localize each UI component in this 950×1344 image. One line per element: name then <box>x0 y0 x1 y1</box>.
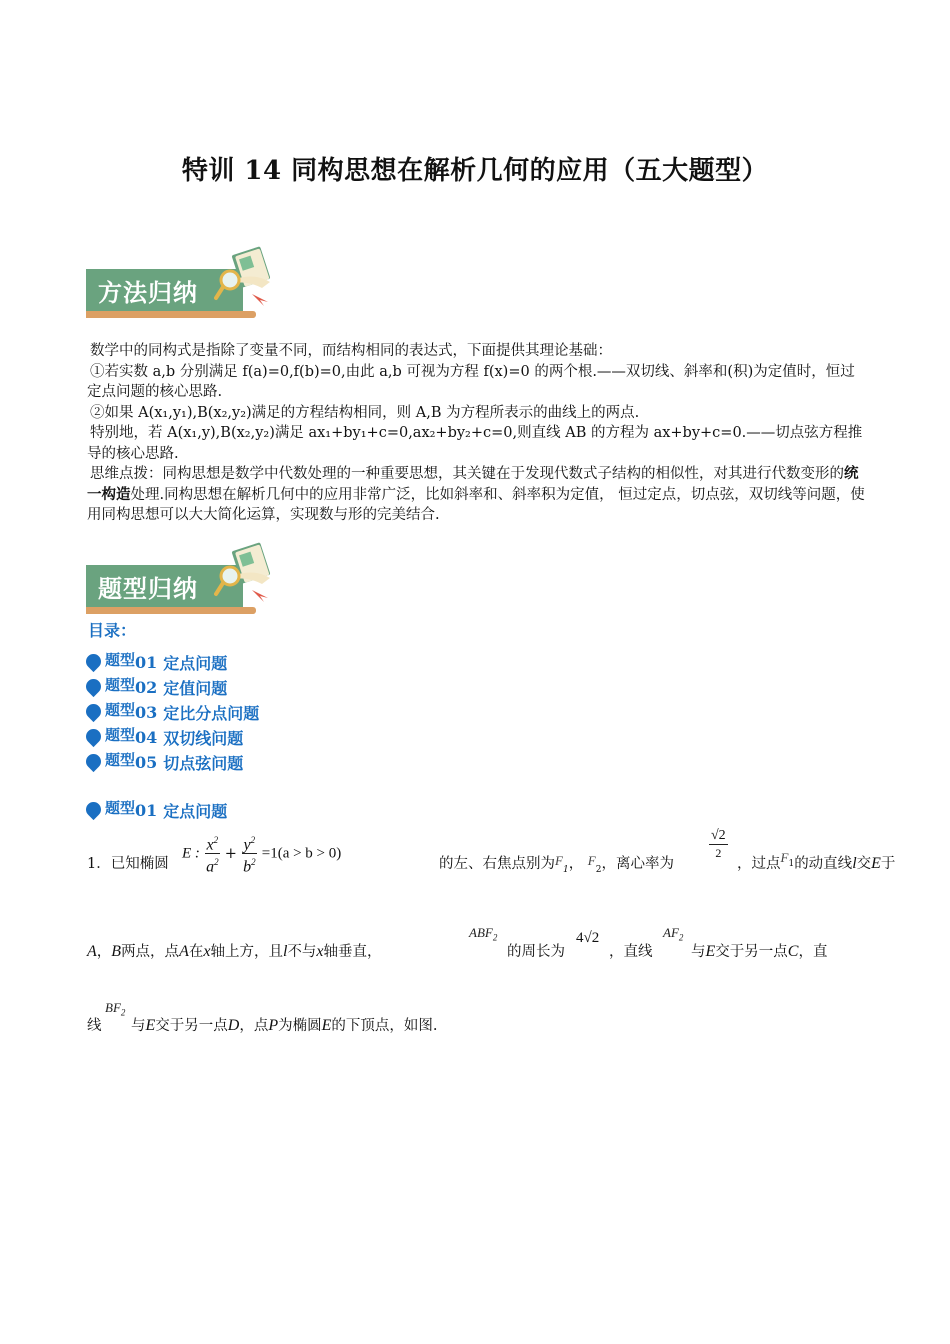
line-label: ，直线 <box>609 944 653 960</box>
ellipse-equation <box>182 832 341 876</box>
question-1-text-e: 与E交于另一点D，点P为椭圆E的下顶点，如图. <box>131 1017 438 1034</box>
toc-prefix: 题型 <box>105 751 136 769</box>
section-prefix: 题型 <box>105 799 136 817</box>
intro-paragraph: 数学中的同构式是指除了变量不同，而结构相同的表达式，下面提供其理论基础： <box>90 343 612 359</box>
toc-number: 04 <box>135 728 158 747</box>
question-1-text-d: 与E交于另一点C，直 <box>691 943 828 960</box>
toc-item-04[interactable] <box>86 725 259 750</box>
question-1-line-1 <box>87 826 896 876</box>
ellipse-condition: =1(a > b > 0) <box>261 845 342 862</box>
line-bf2: $BF_2$ <box>105 1000 126 1018</box>
toc-name: 双切线问题 <box>163 729 244 748</box>
toc-item-01[interactable] <box>86 650 259 675</box>
toc-prefix: 题型 <box>105 651 136 669</box>
toc-item-02[interactable] <box>86 675 259 700</box>
method-summary-banner <box>86 242 286 322</box>
perimeter-value: 4√2 <box>576 930 600 946</box>
method-text <box>87 341 865 526</box>
toc-title: 目录： <box>88 621 137 640</box>
line-af2: $AF_2$ <box>663 925 684 943</box>
banner-label: 题型归纳 <box>98 575 198 603</box>
question-1-line-3 <box>87 1000 867 1040</box>
toc-number: 03 <box>135 703 158 722</box>
insight-bold-term: 统一构造 <box>87 466 859 503</box>
toc-name: 定比分点问题 <box>163 704 260 723</box>
toc-name: 切点弦问题 <box>163 754 244 773</box>
question-types-banner <box>86 538 286 618</box>
page-title: 特训 14 同构思想在解析几何的应用（五大题型） <box>181 156 769 186</box>
ellipse-label: E : <box>182 845 200 862</box>
table-of-contents <box>86 650 259 775</box>
insight-text-start: 思维点拨：同构思想是数学中代数处理的一种重要思想，其关键在于发现代数式子结构的相似性，对其进行代数变形的 <box>90 466 844 482</box>
toc-prefix: 题型 <box>105 676 136 694</box>
question-1-line-2 <box>87 920 867 960</box>
location-pin-icon <box>83 751 104 772</box>
banner-underline <box>86 607 256 614</box>
section-number: 01 <box>135 801 158 820</box>
toc-prefix: 题型 <box>105 726 136 744</box>
book-magnifier-icon <box>214 242 284 312</box>
point-one-paragraph: ①若实数 a,b 分别满足 f(a)=0,f(b)=0,由此 a,b 可视为方程 f(x)=0 的两个根.——双切线、斜率和(积)为定值时，恒过定点问题的核心思路. <box>87 363 855 400</box>
section-name: 定点问题 <box>163 802 228 821</box>
banner-label: 方法归纳 <box>98 279 198 307</box>
toc-item-05[interactable] <box>86 750 259 775</box>
eccentricity-fraction: $\frac{√2}{2}$ <box>711 828 726 860</box>
toc-item-03[interactable] <box>86 700 259 725</box>
triangle-abf2: $ABF_2$ <box>469 925 498 943</box>
location-pin-icon <box>83 701 104 722</box>
location-pin-icon <box>83 651 104 672</box>
book-magnifier-icon <box>214 538 284 608</box>
location-pin-icon <box>83 799 104 820</box>
toc-name: 定点问题 <box>163 654 228 673</box>
section-heading <box>86 798 227 823</box>
fraction-x2-a2: $\frac{x^2}{a^2}$ <box>205 832 221 876</box>
perimeter-label: 的周长为 <box>507 944 565 960</box>
special-case-paragraph: 特别地，若 A(x₁,y),B(x₂,y₂)满足 ax₁+by₁+c=0,ax₂+by₂+c=0,则直线 AB 的方程为 ax+by+c=0.——切点弦方程推导的核心思路. <box>87 425 863 462</box>
insight-paragraph <box>87 464 865 526</box>
banner-underline <box>86 311 256 318</box>
question-1-text-b: ，过点$F_1$的动直线l交E于 <box>737 850 896 872</box>
question-number: 1．已知椭圆 <box>87 856 169 872</box>
point-two-paragraph: ②如果 A(x₁,y₁),B(x₂,y₂)满足的方程结构相同，则 A,B 为方程所表示的曲线上的两点. <box>90 404 640 421</box>
location-pin-icon <box>83 676 104 697</box>
toc-prefix: 题型 <box>105 701 136 719</box>
location-pin-icon <box>83 726 104 747</box>
line3-start: 线 <box>87 1018 102 1034</box>
fraction-y2-b2: $\frac{y^2}{b^2}$ <box>242 832 258 876</box>
toc-name: 定值问题 <box>163 679 228 698</box>
question-1-text-c: A，B两点，点A在x轴上方，且l不与x轴垂直， <box>87 943 382 960</box>
plus-sign: + <box>224 845 237 862</box>
question-1-text-a: 的左、右焦点别为$F_1$， $F_2$，离心率为 <box>439 853 674 875</box>
toc-number: 05 <box>135 753 158 772</box>
toc-number: 01 <box>135 653 158 672</box>
insight-text-end: 处理.同构思想在解析几何中的应用非常广泛，比如斜率和、斜率积为定值， 恒过定点，切点弦，双切线等问题，使用同构思想可以大大简化运算，实现数与形的完美结合. <box>87 486 865 523</box>
toc-number: 02 <box>135 678 158 697</box>
